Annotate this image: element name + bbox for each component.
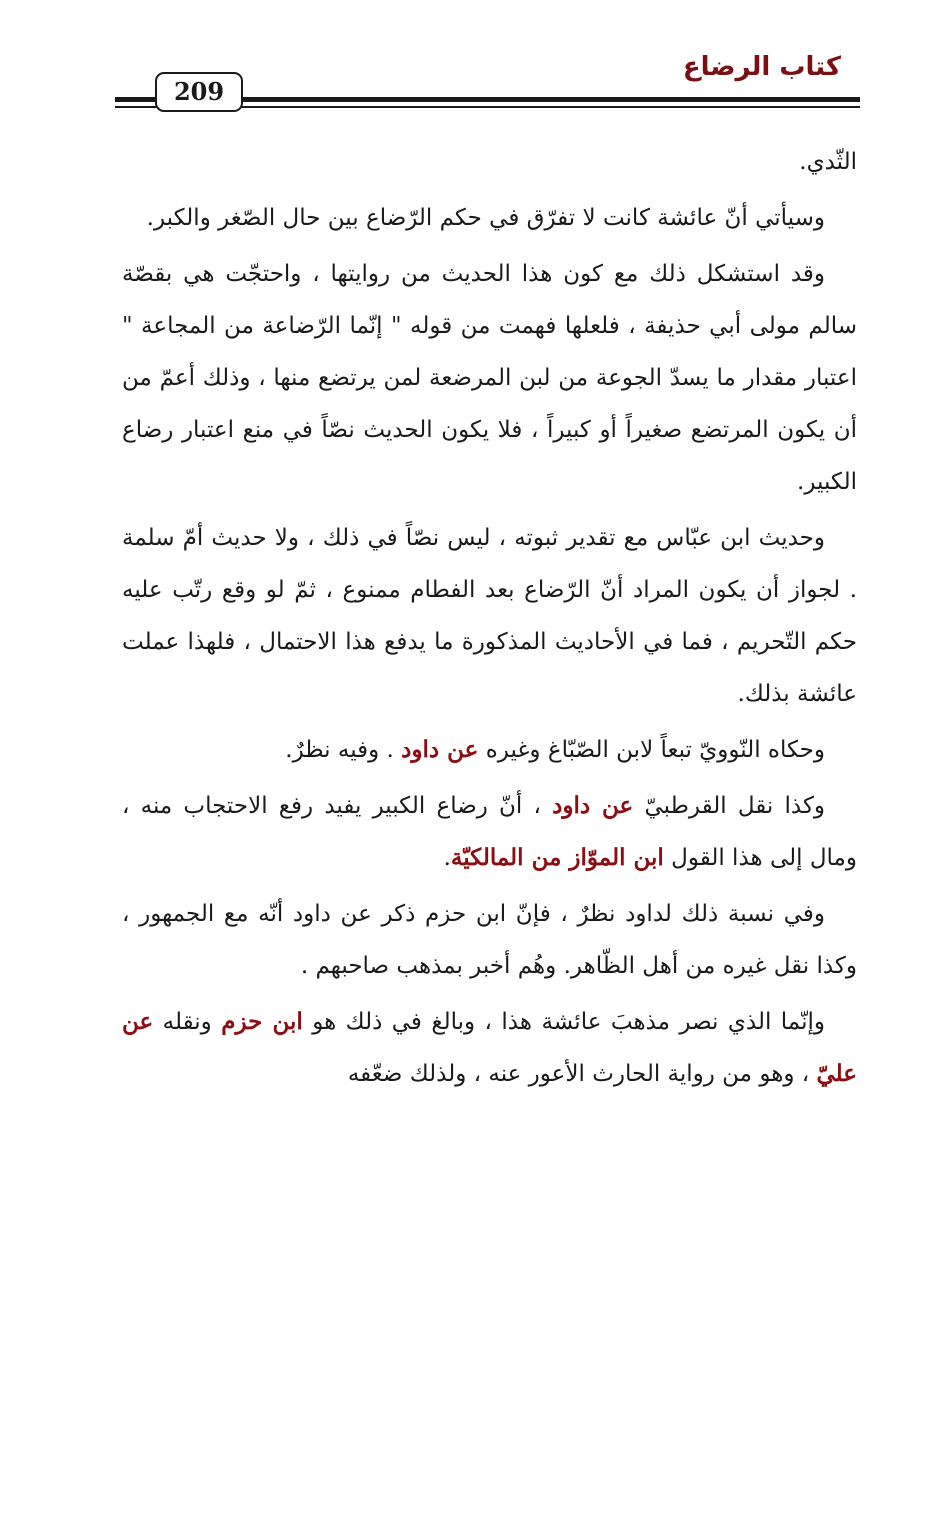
- text-run: ، وهو من رواية الحارث الأعور عنه ، ولذلك ضعّفه: [347, 1061, 817, 1087]
- paragraph: [122, 888, 857, 992]
- paragraph: [122, 780, 857, 884]
- text-run: وقد استشكل ذلك مع كون هذا الحديث من روايتها ، واحتجّت هي بقصّة سالم مولى أبي حذيفة ، فلعلها فهمت من قوله " إنّما الرّضاعة من المجاعة " اعتبار مقدار ما يسدّ الجوعة من لبن المرضعة لمن يرتضع منها ، وذلك أعمّ من أن يكون المرتضع صغيراً أو كبيراً ، فلا يكون الحديث نصّاً في منع اعتبار رضاع الكبير.: [122, 261, 857, 495]
- text-run: ، أنّ رضاع الكبير يفيد رفع الاحتجاب منه ، ومال إلى هذا القول: [122, 793, 857, 871]
- paragraph: [122, 996, 857, 1100]
- text-run: الثّدي.: [799, 149, 857, 175]
- highlighted-name: عن داود: [552, 792, 634, 819]
- page-number: 209: [155, 72, 243, 112]
- paragraph: [122, 248, 857, 508]
- highlighted-name: عن عليّ: [122, 1008, 857, 1087]
- text-run: .: [443, 845, 451, 871]
- text-run: وكذا نقل القرطبيّ: [633, 793, 826, 819]
- text-run: ونقله: [153, 1009, 222, 1035]
- running-title: كتاب الرضاع: [682, 52, 841, 82]
- highlighted-name: ابن الموّاز من المالكيّة: [450, 844, 664, 871]
- text-run: وسيأتي أنّ عائشة كانت لا تفرّق في حكم الرّضاع بين حال الصّغر والكبر.: [146, 205, 825, 231]
- highlighted-name: ابن حزم: [221, 1008, 303, 1035]
- paragraph: [122, 724, 857, 776]
- highlighted-name: عن داود: [401, 736, 479, 763]
- text-run: . وفيه نظرٌ.: [285, 737, 402, 763]
- page-header: [0, 0, 945, 130]
- text-run: وفي نسبة ذلك لداود نظرٌ ، فإنّ ابن حزم ذكر عن داود أنّه مع الجمهور ، وكذا نقل غيره من أهل الظّاهر. وهُم أخبر بمذهب صاحبهم .: [122, 901, 857, 979]
- paragraph: [122, 512, 857, 720]
- paragraph: [122, 192, 857, 244]
- text-run: وحكاه النّوويّ تبعاً لابن الصّبّاغ وغيره: [478, 737, 825, 763]
- text-run: وحديث ابن عبّاس مع تقدير ثبوته ، ليس نصّاً في ذلك ، ولا حديث أمّ سلمة . لجواز أن يكون المراد أنّ الرّضاع بعد الفطام ممنوع ، ثمّ لو وقع رتّب عليه حكم التّحريم ، فما في الأحاديث المذكورة ما يدفع هذا الاحتمال ، فلهذا عملت عائشة بذلك.: [122, 525, 857, 707]
- text-run: وإنّما الذي نصر مذهبَ عائشة هذا ، وبالغ في ذلك هو: [302, 1009, 825, 1035]
- paragraph: [122, 136, 857, 188]
- body-text: [122, 136, 857, 1104]
